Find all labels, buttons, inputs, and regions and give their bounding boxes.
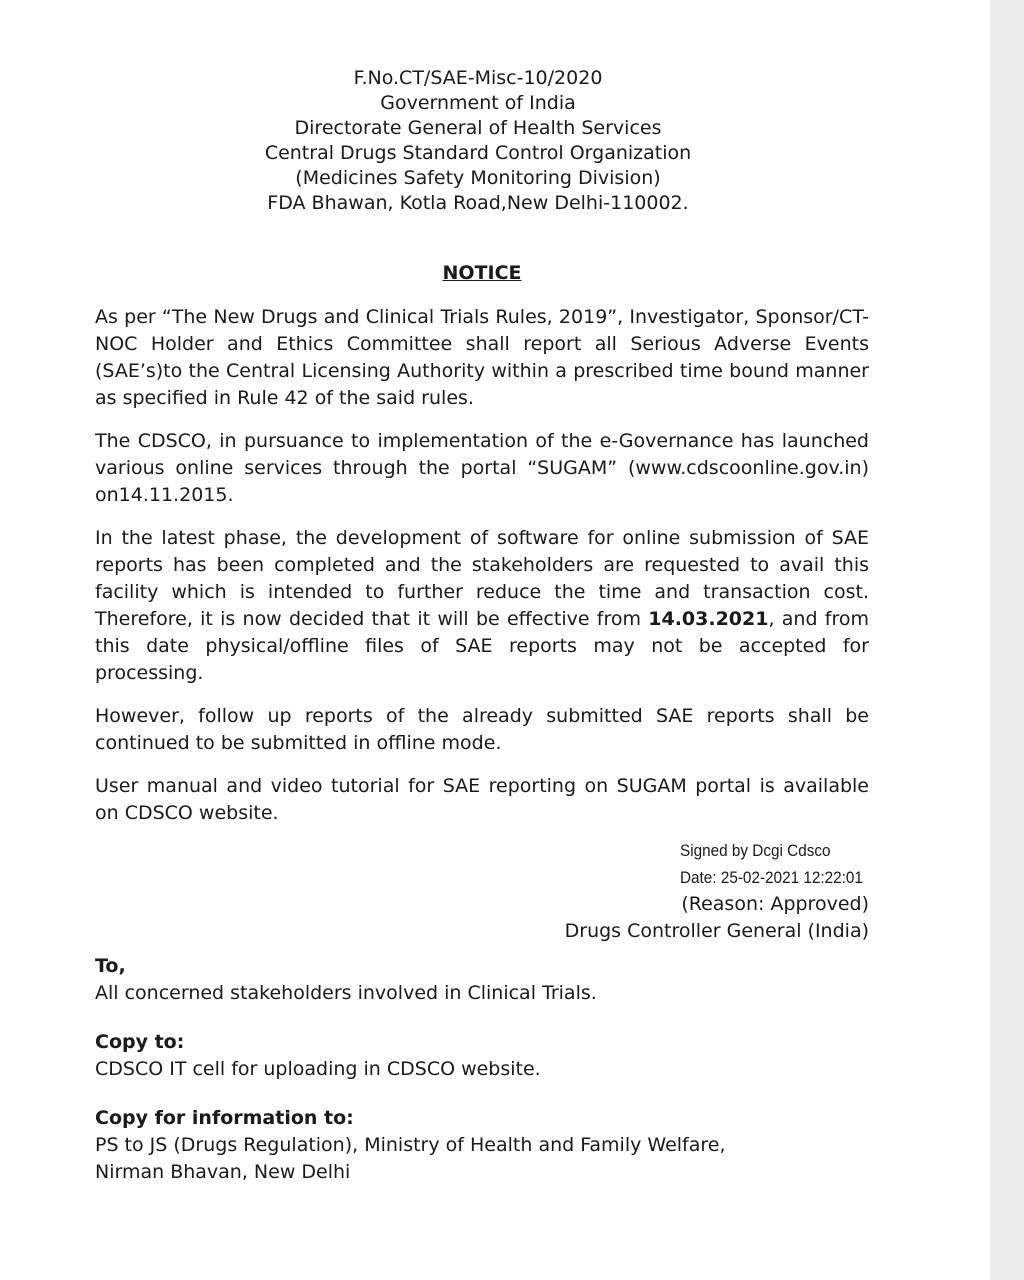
signatory-name: (Reason: Approved)	[681, 893, 869, 915]
signed-by: Signed by Dcgi Cdsco	[679, 841, 831, 860]
digital-signature-stamp	[680, 837, 863, 891]
paragraph-latest-phase	[95, 525, 869, 687]
page-edge-strip	[990, 0, 1024, 1280]
copy-to-text: CDSCO IT cell for uploading in CDSCO website.	[95, 1058, 541, 1080]
copy-to-label: Copy to:	[95, 1031, 185, 1053]
signature-date: Date: 25-02-2021 12:22:01	[679, 868, 863, 887]
gov-line: Government of India	[380, 92, 576, 114]
directorate-line: Directorate General of Health Services	[294, 117, 662, 139]
notice-document	[95, 66, 869, 1186]
paragraph-user-manual: User manual and video tutorial for SAE reporting on SUGAM portal is available on CDSCO website.	[95, 775, 869, 824]
recipients-section	[95, 953, 869, 1186]
paragraph-sugam: The CDSCO, in pursuance to implementation of the e-Governance has launched various online services through the portal “SUGAM” (www.cdscoonline.gov.in) on14.11.2015.	[95, 430, 869, 506]
file-number: F.No.CT/SAE-Misc-10/2020	[353, 67, 603, 89]
copy-info-line-2: Nirman Bhavan, New Delhi	[95, 1161, 351, 1183]
address-line: FDA Bhawan, Kotla Road,New Delhi-110002.	[267, 192, 689, 214]
to-label: To,	[95, 955, 126, 977]
to-text: All concerned stakeholders involved in Clinical Trials.	[95, 982, 597, 1004]
notice-title: NOTICE	[442, 262, 522, 284]
paragraph-latest-phase-text: In the latest phase, the development of software for online submission of SAE reports has been completed and the stakeholders are requested to avail this facility which is intended to further reduce the time and transaction cost. Therefore, it is now decided that it will be effective from	[95, 527, 869, 630]
signatory-title: Drugs Controller General (India)	[564, 920, 869, 942]
paragraph-follow-up: However, follow up reports of the already submitted SAE reports shall be continued to be submitted in offline mode.	[95, 705, 869, 754]
copy-info-line-1: PS to JS (Drugs Regulation), Ministry of Health and Family Welfare,	[95, 1134, 726, 1156]
copy-info-label: Copy for information to:	[95, 1107, 354, 1129]
organization-line: Central Drugs Standard Control Organization	[264, 142, 692, 164]
paragraph-rules: As per “The New Drugs and Clinical Trials Rules, 2019”, Investigator, Sponsor/CT-NOC Holder and Ethics Committee shall report all Serious Adverse Events (SAE’s)to the Central Licensing Authority within a prescribed time bound manner as specified in Rule 42 of the said rules.	[95, 306, 869, 409]
paragraph-latest-phase-tail: , and from this date physical/offline files of SAE reports may not be accepted for processing.	[95, 608, 869, 684]
effective-date: 14.03.2021	[648, 608, 769, 630]
division-line: (Medicines Safety Monitoring Division)	[295, 167, 661, 189]
letterhead	[87, 66, 869, 216]
signature-block	[95, 837, 869, 945]
